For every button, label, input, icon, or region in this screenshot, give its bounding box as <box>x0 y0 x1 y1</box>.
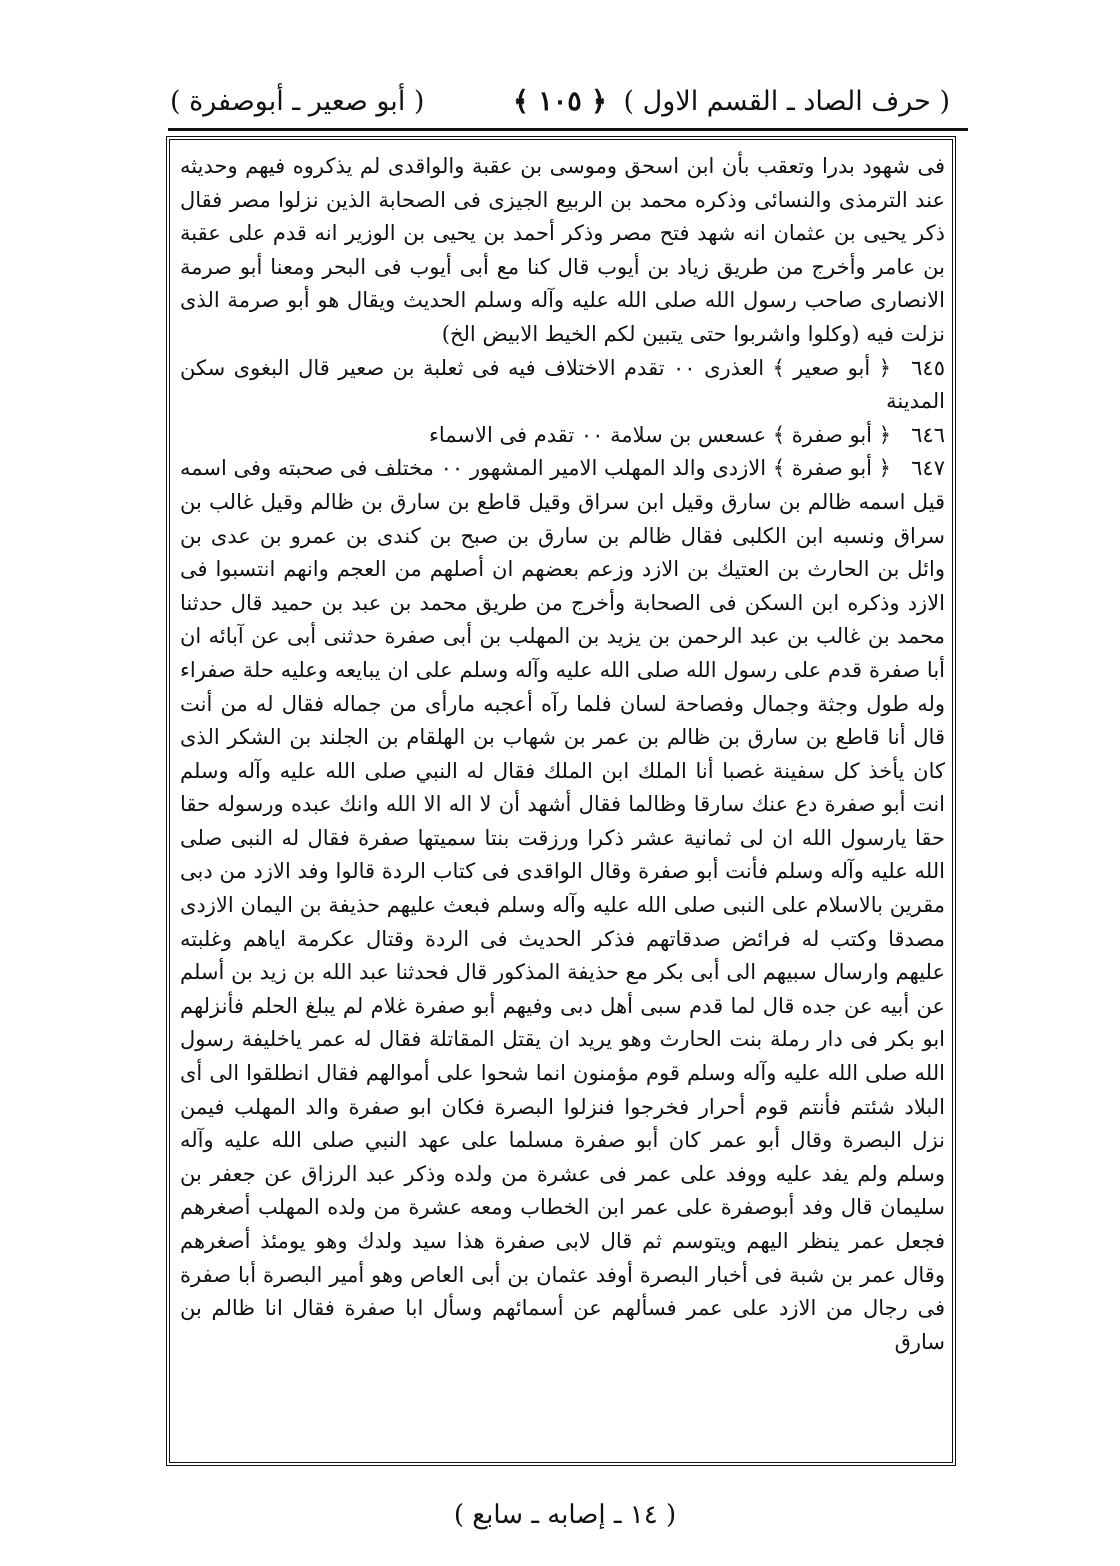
page-number: ﴿ ١٠٥ ﴾ <box>513 86 607 117</box>
entry-number: ٦٤٧ <box>911 456 945 481</box>
continued-paragraph: فى شهود بدرا وتعقب بأن ابن اسحق وموسى بن عقبة والواقدى لم يذكروه فيهم وحديثه عند الترمذى والنسائى وذكره محمد بن الربيع الجيزى فى الصحابة الذين نزلوا مصر فقال ذكر يحيى بن عثمان انه شهد فتح مصر وذكر أحمد بن يحيى بن الوزير انه قدم على عقبة بن عامر وأخرج من طريق زياد بن أيوب قال كنا مع أبى أيوب فى البحر ومعنا أبو صرمة الانصارى صاحب رسول الله صلى الله عليه وآله وسلم الحديث ويقال هو أبو صرمة الذى نزلت فيه (وكلوا واشربوا حتى يتبين لكم الخيط الابيض الخ) <box>180 154 945 346</box>
biography-entry-646 <box>180 419 945 453</box>
header-entry-range: ( أبو صعير ـ أبوصفرة ) <box>170 86 425 117</box>
signature-mark: ( ١٤ ـ إصابه ـ سابع ) <box>453 1500 677 1530</box>
biography-entry-647 <box>180 452 945 1359</box>
header-chapter-title: ( حرف الصاد ـ القسم الاول ) <box>623 86 950 117</box>
entry-number: ٦٤٦ <box>911 422 945 447</box>
running-header <box>170 78 950 128</box>
entry-text: ﴿ أبو صعير ﴾ العذرى ٠٠ تقدم الاختلاف فيه فى ثعلبة بن صعير قال البغوى سكن المدينة <box>180 355 945 414</box>
entry-text: ﴿ أبو صفرة ﴾ عسعس بن سلامة ٠٠ تقدم فى الاسماء <box>429 422 891 447</box>
entry-text: ﴿ أبو صفرة ﴾ الازدى والد المهلب الامير المشهور ٠٠ مختلف فى صحبته وفى اسمه قيل اسمه ظالم بن سارق وقيل ابن سراق وقيل قاطع بن سارق بن ظالم وقيل غالب بن سراق ونسبه ابن الكلبى فقال ظالم بن سارق بن صبح بن كندى بن عمرو بن عدى بن وائل بن الحارث بن العتيك بن الازد وزعم بعضهم ان أصلهم من العجم وانهم انتسبوا فى الازد وذكره ابن السكن فى الصحابة وأخرج من طريق محمد بن عبد بن حميد قال حدثنا محمد بن غالب بن عبد الرحمن بن يزيد بن المهلب بن أبى صفرة حدثنى أبى عن آبائه ان أبا صفرة قدم على رسول الله صلى الله عليه وآله وسلم على ان يبايعه وعليه حلة صفراء وله طول وجثة وجمال وفصاحة لسان فلما رآه أعجبه مارأى من جماله فقال له من أنت قال أنا قاطع بن سارق بن ظالم بن عمر بن شهاب بن الهلقام بن الجلند بن الشكر الذى كان يأخذ كل سفينة غصبا أنا الملك ابن الملك فقال له النبي صلى الله عليه وآله وسلم انت أبو صفرة دع عنك سارقا وظالما فقال أشهد أن لا اله الا الله وانك عبده ورسوله حقا حقا يارسول الله ان لى ثمانية عشر ذكرا ورزقت بنتا سميتها صفرة فقال له النبى صلى الله عليه وآله وسلم فأنت أبو صفرة وقال الواقدى فى كتاب الردة قالوا وفد الازد من دبى مقرين بالاسلام على النبى صلى الله عليه وآله وسلم فبعث عليهم حذيفة بن اليمان الازدى مصدقا وكتب له فرائض صدقاتهم فذكر الحديث فى الردة وقتال عكرمة اياهم وغلبته عليهم وارسال سبيهم الى أبى بكر مع حذيفة المذكور قال فحدثنا عبد الله بن زيد بن أسلم عن أبيه عن جده قال لما قدم سبى أهل دبى وفيهم أبو صفرة غلام لم يبلغ الحلم فأنزلهم ابو بكر فى دار رملة بنت الحارث وهو يريد ان يقتل المقاتلة فقال له عمر ياخليفة رسول الله صلى الله عليه وآله وسلم قوم مؤمنون انما شحوا على أموالهم فقال انطلقوا الى أى البلاد شئتم فأنتم قوم أحرار فخرجوا فنزلوا البصرة فكان ابو صفرة والد المهلب فيمن نزل البصرة وقال أبو عمر كان أبو صفرة مسلما على عهد النبي صلى الله عليه وآله وسلم ولم يفد عليه ووفد على عمر فى عشرة من ولده وذكر عبد الرزاق عن جعفر بن سليمان قال وفد أبوصفرة على عمر ابن الخطاب ومعه عشرة من ولده المهلب أصغرهم فجعل عمر ينظر اليهم ويتوسم ثم قال لابى صفرة هذا سيد ولدك وهو يومئذ أصغرهم وقال عمر بن شبة فى أخبار البصرة أوفد عثمان بن أبى العاص وهو أمير البصرة أبا صفرة فى رجال من الازد على عمر فسألهم عن أسمائهم وسأل ابا صفرة فقال انا ظالم بن سارق <box>180 456 945 1354</box>
biography-entry-645 <box>180 352 945 419</box>
main-text-block <box>180 150 945 1359</box>
entry-number: ٦٤٥ <box>911 355 945 380</box>
header-divider <box>168 128 968 131</box>
